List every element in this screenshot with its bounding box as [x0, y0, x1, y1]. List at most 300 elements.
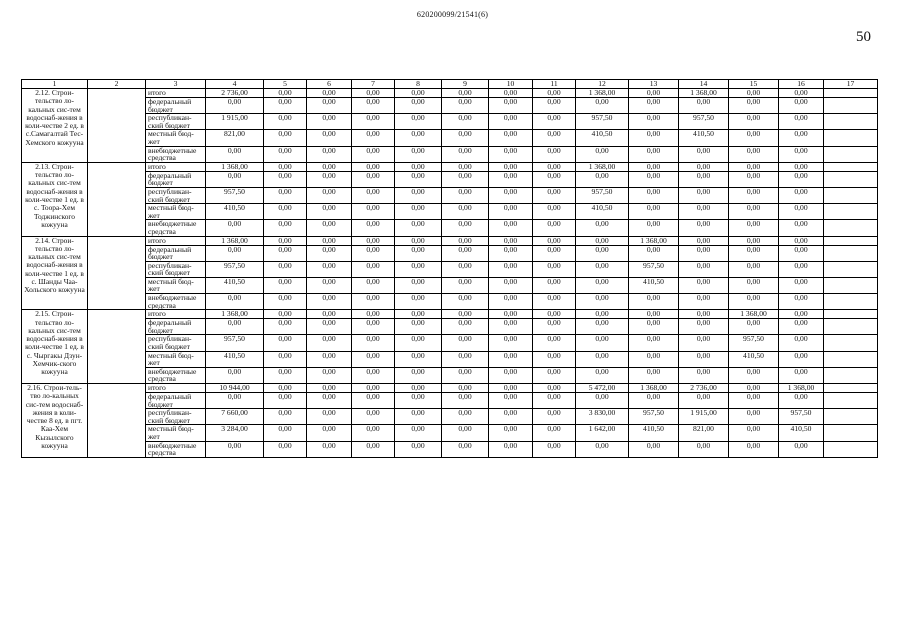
header-cell: 4 — [206, 80, 264, 89]
header-cell: 13 — [629, 80, 679, 89]
amount-cell: 0,00 — [576, 319, 629, 335]
amount-cell: 0,00 — [264, 89, 307, 98]
amount-cell: 0,00 — [533, 319, 576, 335]
amount-cell: 0,00 — [779, 441, 824, 457]
amount-cell: 0,00 — [489, 204, 533, 220]
amount-cell: 0,00 — [442, 89, 489, 98]
amount-cell: 0,00 — [307, 351, 352, 367]
amount-cell: 0,00 — [779, 351, 824, 367]
amount-cell: 0,00 — [206, 171, 264, 187]
table-row — [22, 114, 878, 130]
amount-cell: 0,00 — [629, 319, 679, 335]
table-row — [22, 367, 878, 383]
funding-source: федеральный бюджет — [146, 393, 206, 409]
amount-cell: 0,00 — [307, 261, 352, 277]
empty-column-cell — [824, 351, 878, 367]
amount-cell: 0,00 — [352, 130, 395, 146]
amount-cell: 0,00 — [352, 409, 395, 425]
table-row — [22, 89, 878, 98]
amount-cell: 0,00 — [206, 441, 264, 457]
amount-cell: 0,00 — [206, 367, 264, 383]
amount-cell: 1 368,00 — [629, 236, 679, 245]
amount-cell: 0,00 — [264, 393, 307, 409]
amount-cell: 0,00 — [489, 319, 533, 335]
amount-cell: 0,00 — [729, 384, 779, 393]
amount-cell: 0,00 — [679, 236, 729, 245]
amount-cell: 0,00 — [629, 114, 679, 130]
amount-cell: 0,00 — [352, 245, 395, 261]
amount-cell: 0,00 — [679, 367, 729, 383]
empty-column-cell — [824, 384, 878, 393]
table-row — [22, 441, 878, 457]
amount-cell: 0,00 — [533, 187, 576, 203]
amount-cell: 0,00 — [307, 277, 352, 293]
table-row — [22, 384, 878, 393]
amount-cell: 0,00 — [679, 319, 729, 335]
funding-source: внебюджетные средства — [146, 220, 206, 236]
amount-cell: 0,00 — [489, 335, 533, 351]
header-cell: 6 — [307, 80, 352, 89]
funding-source: итого — [146, 236, 206, 245]
table-row — [22, 236, 878, 245]
amount-cell: 0,00 — [264, 171, 307, 187]
funding-source: федеральный бюджет — [146, 171, 206, 187]
amount-cell: 0,00 — [729, 98, 779, 114]
table-row — [22, 130, 878, 146]
amount-cell: 0,00 — [679, 171, 729, 187]
amount-cell: 0,00 — [352, 393, 395, 409]
amount-cell: 0,00 — [352, 351, 395, 367]
amount-cell: 0,00 — [264, 98, 307, 114]
amount-cell: 1 642,00 — [576, 425, 629, 441]
table-row — [22, 393, 878, 409]
amount-cell: 0,00 — [729, 130, 779, 146]
amount-cell: 0,00 — [629, 89, 679, 98]
amount-cell: 0,00 — [307, 130, 352, 146]
amount-cell: 957,50 — [729, 335, 779, 351]
amount-cell: 0,00 — [629, 204, 679, 220]
amount-cell: 0,00 — [729, 409, 779, 425]
amount-cell: 0,00 — [489, 146, 533, 162]
amount-cell: 0,00 — [264, 319, 307, 335]
amount-cell: 0,00 — [395, 89, 442, 98]
amount-cell: 1 368,00 — [206, 236, 264, 245]
amount-cell: 0,00 — [679, 335, 729, 351]
amount-cell: 0,00 — [629, 187, 679, 203]
amount-cell: 0,00 — [442, 393, 489, 409]
header-cell: 15 — [729, 80, 779, 89]
amount-cell: 957,50 — [206, 187, 264, 203]
funding-source: местный бюд-жет — [146, 351, 206, 367]
empty-column-cell — [88, 384, 146, 458]
amount-cell: 0,00 — [442, 367, 489, 383]
amount-cell: 0,00 — [442, 114, 489, 130]
amount-cell: 0,00 — [264, 146, 307, 162]
amount-cell: 0,00 — [729, 89, 779, 98]
amount-cell: 0,00 — [352, 171, 395, 187]
amount-cell: 0,00 — [729, 236, 779, 245]
amount-cell: 0,00 — [489, 277, 533, 293]
amount-cell: 0,00 — [679, 441, 729, 457]
header-cell: 7 — [352, 80, 395, 89]
table-row — [22, 146, 878, 162]
amount-cell: 0,00 — [442, 130, 489, 146]
empty-column-cell — [824, 171, 878, 187]
amount-cell: 0,00 — [729, 277, 779, 293]
amount-cell: 0,00 — [264, 187, 307, 203]
amount-cell: 0,00 — [729, 220, 779, 236]
amount-cell: 0,00 — [442, 236, 489, 245]
amount-cell: 0,00 — [395, 294, 442, 310]
amount-cell: 1 368,00 — [206, 310, 264, 319]
header-cell: 9 — [442, 80, 489, 89]
funding-source: федеральный бюджет — [146, 245, 206, 261]
amount-cell: 0,00 — [206, 220, 264, 236]
amount-cell: 0,00 — [307, 335, 352, 351]
header-cell: 5 — [264, 80, 307, 89]
amount-cell: 1 368,00 — [206, 162, 264, 171]
empty-column-cell — [824, 236, 878, 245]
amount-cell: 0,00 — [489, 89, 533, 98]
section-title: 2.12. Строи-тельство ло-кальных сис-тем водоснаб-жения в коли-честве 2 ед. в с.Самагалтай Тес-Хемского кожууна — [22, 89, 88, 163]
amount-cell: 0,00 — [489, 441, 533, 457]
amount-cell: 0,00 — [264, 310, 307, 319]
amount-cell: 0,00 — [729, 146, 779, 162]
amount-cell: 1 368,00 — [576, 162, 629, 171]
amount-cell: 0,00 — [352, 220, 395, 236]
amount-cell: 0,00 — [629, 162, 679, 171]
amount-cell: 0,00 — [489, 171, 533, 187]
budget-table — [21, 79, 878, 458]
amount-cell: 0,00 — [729, 319, 779, 335]
funding-source: местный бюд-жет — [146, 425, 206, 441]
empty-column-cell — [824, 319, 878, 335]
amount-cell: 0,00 — [679, 294, 729, 310]
amount-cell: 0,00 — [533, 89, 576, 98]
amount-cell: 0,00 — [729, 245, 779, 261]
amount-cell: 0,00 — [352, 89, 395, 98]
amount-cell: 0,00 — [395, 146, 442, 162]
amount-cell: 0,00 — [352, 310, 395, 319]
amount-cell: 0,00 — [395, 367, 442, 383]
amount-cell: 3 830,00 — [576, 409, 629, 425]
amount-cell: 0,00 — [442, 146, 489, 162]
amount-cell: 957,50 — [629, 261, 679, 277]
amount-cell: 0,00 — [779, 187, 824, 203]
amount-cell: 0,00 — [395, 277, 442, 293]
amount-cell: 0,00 — [729, 425, 779, 441]
funding-source: внебюджетные средства — [146, 441, 206, 457]
empty-column-cell — [88, 310, 146, 384]
amount-cell: 0,00 — [679, 187, 729, 203]
amount-cell: 0,00 — [679, 162, 729, 171]
amount-cell: 0,00 — [352, 236, 395, 245]
amount-cell: 0,00 — [489, 384, 533, 393]
amount-cell: 0,00 — [395, 187, 442, 203]
amount-cell: 0,00 — [307, 146, 352, 162]
amount-cell: 0,00 — [352, 319, 395, 335]
amount-cell: 0,00 — [264, 367, 307, 383]
amount-cell: 0,00 — [679, 245, 729, 261]
amount-cell: 0,00 — [576, 220, 629, 236]
amount-cell: 0,00 — [352, 114, 395, 130]
amount-cell: 0,00 — [395, 441, 442, 457]
amount-cell: 3 284,00 — [206, 425, 264, 441]
amount-cell: 0,00 — [679, 351, 729, 367]
amount-cell: 0,00 — [442, 261, 489, 277]
amount-cell: 1 368,00 — [576, 89, 629, 98]
header-cell: 16 — [779, 80, 824, 89]
amount-cell: 0,00 — [533, 335, 576, 351]
amount-cell: 0,00 — [307, 220, 352, 236]
empty-column-cell — [88, 89, 146, 163]
amount-cell: 0,00 — [489, 187, 533, 203]
amount-cell: 0,00 — [395, 171, 442, 187]
amount-cell: 0,00 — [779, 171, 824, 187]
amount-cell: 0,00 — [629, 130, 679, 146]
empty-column-cell — [824, 98, 878, 114]
amount-cell: 0,00 — [629, 441, 679, 457]
amount-cell: 0,00 — [489, 245, 533, 261]
empty-column-cell — [824, 220, 878, 236]
amount-cell: 0,00 — [307, 310, 352, 319]
amount-cell: 0,00 — [679, 277, 729, 293]
amount-cell: 0,00 — [533, 367, 576, 383]
amount-cell: 0,00 — [264, 409, 307, 425]
amount-cell: 2 736,00 — [206, 89, 264, 98]
amount-cell: 0,00 — [352, 367, 395, 383]
amount-cell: 0,00 — [533, 146, 576, 162]
amount-cell: 0,00 — [779, 236, 824, 245]
amount-cell: 0,00 — [307, 171, 352, 187]
amount-cell: 0,00 — [442, 171, 489, 187]
amount-cell: 0,00 — [779, 146, 824, 162]
amount-cell: 0,00 — [489, 220, 533, 236]
amount-cell: 1 368,00 — [629, 384, 679, 393]
amount-cell: 0,00 — [489, 393, 533, 409]
amount-cell: 0,00 — [352, 98, 395, 114]
amount-cell: 0,00 — [779, 310, 824, 319]
table-row — [22, 425, 878, 441]
funding-source: местный бюд-жет — [146, 277, 206, 293]
funding-source: местный бюд-жет — [146, 204, 206, 220]
amount-cell: 0,00 — [307, 187, 352, 203]
amount-cell: 0,00 — [533, 409, 576, 425]
amount-cell: 0,00 — [576, 261, 629, 277]
amount-cell: 0,00 — [576, 245, 629, 261]
amount-cell: 0,00 — [576, 236, 629, 245]
table-row — [22, 319, 878, 335]
amount-cell: 0,00 — [729, 261, 779, 277]
table-row — [22, 277, 878, 293]
amount-cell: 0,00 — [489, 367, 533, 383]
table-row — [22, 335, 878, 351]
header-cell: 11 — [533, 80, 576, 89]
table-row — [22, 220, 878, 236]
amount-cell: 0,00 — [679, 220, 729, 236]
amount-cell: 957,50 — [576, 114, 629, 130]
amount-cell: 0,00 — [779, 89, 824, 98]
amount-cell: 0,00 — [489, 310, 533, 319]
amount-cell: 0,00 — [307, 425, 352, 441]
funding-source: итого — [146, 310, 206, 319]
section-title: 2.13. Строи-тельство ло-кальных сис-тем водоснаб-жения в коли-честве 1 ед. в с. Тоора-Хем Тоджинского кожууна — [22, 162, 88, 236]
funding-source: федеральный бюджет — [146, 319, 206, 335]
amount-cell: 0,00 — [352, 261, 395, 277]
amount-cell: 0,00 — [442, 425, 489, 441]
amount-cell: 0,00 — [779, 130, 824, 146]
amount-cell: 0,00 — [442, 441, 489, 457]
amount-cell: 0,00 — [264, 384, 307, 393]
empty-column-cell — [824, 89, 878, 98]
header-cell: 10 — [489, 80, 533, 89]
amount-cell: 0,00 — [442, 204, 489, 220]
amount-cell: 410,50 — [629, 425, 679, 441]
amount-cell: 0,00 — [206, 393, 264, 409]
amount-cell: 0,00 — [395, 384, 442, 393]
amount-cell: 0,00 — [629, 294, 679, 310]
table-row — [22, 294, 878, 310]
amount-cell: 0,00 — [395, 236, 442, 245]
amount-cell: 10 944,00 — [206, 384, 264, 393]
empty-column-cell — [824, 310, 878, 319]
amount-cell: 0,00 — [729, 187, 779, 203]
empty-column-cell — [824, 130, 878, 146]
amount-cell: 0,00 — [779, 367, 824, 383]
amount-cell: 0,00 — [533, 277, 576, 293]
document-id: 620200099/21541(6) — [416, 10, 489, 19]
amount-cell: 0,00 — [629, 335, 679, 351]
table-row — [22, 245, 878, 261]
amount-cell: 0,00 — [779, 245, 824, 261]
amount-cell: 0,00 — [395, 162, 442, 171]
amount-cell: 0,00 — [442, 220, 489, 236]
amount-cell: 0,00 — [533, 384, 576, 393]
amount-cell: 0,00 — [264, 114, 307, 130]
amount-cell: 0,00 — [729, 162, 779, 171]
amount-cell: 410,50 — [576, 204, 629, 220]
section-title: 2.16. Строи-тель-тво ло-кальных сис-тем водоснаб-жения в коли-честве 8 ед. в пгт. Каа-Хем Кызылского кожууна — [22, 384, 88, 458]
amount-cell: 410,50 — [679, 130, 729, 146]
empty-column-cell — [824, 277, 878, 293]
amount-cell: 0,00 — [264, 220, 307, 236]
amount-cell: 0,00 — [395, 310, 442, 319]
table-row — [22, 187, 878, 203]
funding-source: внебюджетные средства — [146, 294, 206, 310]
amount-cell: 0,00 — [206, 245, 264, 261]
amount-cell: 0,00 — [395, 220, 442, 236]
amount-cell: 0,00 — [307, 409, 352, 425]
amount-cell: 0,00 — [533, 114, 576, 130]
amount-cell: 0,00 — [264, 351, 307, 367]
amount-cell: 0,00 — [307, 245, 352, 261]
amount-cell: 0,00 — [442, 409, 489, 425]
funding-source: республикан-ский бюджет — [146, 114, 206, 130]
amount-cell: 0,00 — [576, 171, 629, 187]
amount-cell: 0,00 — [395, 245, 442, 261]
amount-cell: 0,00 — [533, 98, 576, 114]
amount-cell: 0,00 — [395, 409, 442, 425]
amount-cell: 0,00 — [629, 245, 679, 261]
amount-cell: 0,00 — [352, 146, 395, 162]
amount-cell: 0,00 — [779, 162, 824, 171]
amount-cell: 0,00 — [533, 310, 576, 319]
amount-cell: 0,00 — [264, 441, 307, 457]
amount-cell: 410,50 — [206, 277, 264, 293]
table-row — [22, 261, 878, 277]
amount-cell: 0,00 — [779, 261, 824, 277]
amount-cell: 0,00 — [264, 294, 307, 310]
funding-source: республикан-ский бюджет — [146, 187, 206, 203]
amount-cell: 410,50 — [206, 351, 264, 367]
amount-cell: 7 660,00 — [206, 409, 264, 425]
amount-cell: 0,00 — [779, 98, 824, 114]
amount-cell: 0,00 — [352, 187, 395, 203]
amount-cell: 0,00 — [307, 204, 352, 220]
amount-cell: 0,00 — [264, 162, 307, 171]
amount-cell: 0,00 — [442, 319, 489, 335]
amount-cell: 0,00 — [576, 146, 629, 162]
table-body — [22, 80, 878, 458]
amount-cell: 0,00 — [629, 351, 679, 367]
amount-cell: 0,00 — [264, 335, 307, 351]
amount-cell: 957,50 — [576, 187, 629, 203]
amount-cell: 0,00 — [533, 245, 576, 261]
amount-cell: 0,00 — [489, 162, 533, 171]
amount-cell: 1 915,00 — [679, 409, 729, 425]
funding-source: итого — [146, 384, 206, 393]
amount-cell: 0,00 — [307, 162, 352, 171]
amount-cell: 0,00 — [307, 89, 352, 98]
amount-cell: 0,00 — [533, 236, 576, 245]
amount-cell: 0,00 — [206, 146, 264, 162]
amount-cell: 0,00 — [533, 393, 576, 409]
amount-cell: 0,00 — [779, 294, 824, 310]
table-row — [22, 98, 878, 114]
amount-cell: 0,00 — [442, 351, 489, 367]
amount-cell: 0,00 — [442, 277, 489, 293]
header-cell: 8 — [395, 80, 442, 89]
header-cell: 14 — [679, 80, 729, 89]
amount-cell: 0,00 — [307, 319, 352, 335]
amount-cell: 0,00 — [576, 98, 629, 114]
amount-cell: 1 368,00 — [729, 310, 779, 319]
amount-cell: 0,00 — [729, 204, 779, 220]
empty-column-cell — [824, 367, 878, 383]
table-row — [22, 171, 878, 187]
funding-source: внебюджетные средства — [146, 367, 206, 383]
amount-cell: 0,00 — [779, 204, 824, 220]
amount-cell: 0,00 — [395, 393, 442, 409]
amount-cell: 0,00 — [352, 162, 395, 171]
amount-cell: 0,00 — [264, 277, 307, 293]
amount-cell: 0,00 — [307, 384, 352, 393]
amount-cell: 0,00 — [679, 146, 729, 162]
amount-cell: 821,00 — [679, 425, 729, 441]
empty-column-cell — [88, 162, 146, 236]
amount-cell: 410,50 — [779, 425, 824, 441]
empty-column-cell — [824, 393, 878, 409]
amount-cell: 957,50 — [206, 261, 264, 277]
funding-source: республикан-ский бюджет — [146, 261, 206, 277]
amount-cell: 0,00 — [779, 393, 824, 409]
amount-cell: 0,00 — [442, 335, 489, 351]
page-number: 50 — [856, 29, 871, 45]
amount-cell: 0,00 — [395, 114, 442, 130]
header-cell: 1 — [22, 80, 88, 89]
funding-source: местный бюд-жет — [146, 130, 206, 146]
empty-column-cell — [824, 441, 878, 457]
